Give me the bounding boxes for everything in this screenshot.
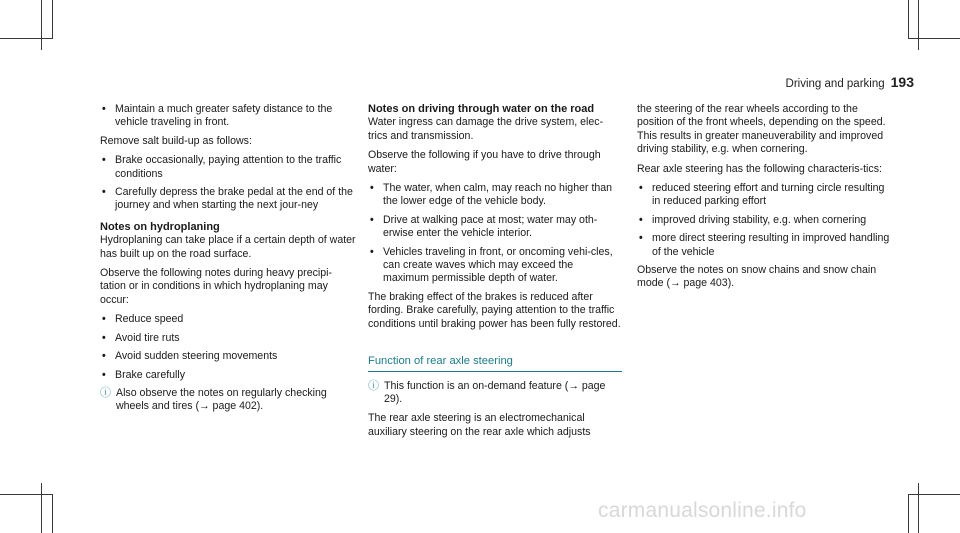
- list-item: • Brake occasionally, paying attention to the traffic conditions: [100, 154, 356, 181]
- hydroplaning-heading: Notes on hydroplaning: [100, 220, 220, 233]
- rear-axle-intro: The rear axle steering is an electromechanical auxiliary steering on the rear axle which adjusts: [368, 412, 591, 438]
- list-item: • Maintain a much greater safety distance to the vehicle traveling in front.: [100, 103, 356, 130]
- crop-mark: [52, 494, 53, 533]
- crop-mark: [908, 38, 960, 39]
- salt-intro: Remove salt build-up as follows:: [100, 134, 252, 147]
- watermark: carmanualsonline.info: [598, 499, 807, 522]
- list-item: • reduced steering effort and turning circle resulting in reduced parking effort: [637, 182, 893, 209]
- crop-mark: [918, 483, 919, 533]
- info-note-icon: ⓘ: [368, 379, 379, 392]
- braking-text: The braking effect of the brakes is reduced after fording. Brake carefully, paying attention to the traffic conditions until braking power has been fully restored.: [368, 290, 621, 330]
- list-item: • Avoid tire ruts: [100, 332, 356, 345]
- note: [368, 380, 622, 407]
- list-item: • The water, when calm, may reach no higher than the lower edge of the vehicle body.: [368, 182, 622, 209]
- column-middle: [368, 103, 622, 445]
- page-number: 193: [890, 74, 914, 90]
- snow-chains-text[interactable]: Observe the notes on snow chains and snow chain mode (→ page 403).: [637, 264, 877, 290]
- hydroplaning-observe: Observe the following notes during heavy precipi-tation or in conditions in which hydroplaning may occur:: [100, 267, 333, 306]
- list-item: • Vehicles traveling in front, or oncoming vehi-cles, can create waves which may exceed the maximum permissible depth of water.: [368, 246, 622, 286]
- list-item: • Drive at walking pace at most; water may oth-erwise enter the vehicle interior.: [368, 214, 622, 241]
- crop-mark: [41, 0, 42, 50]
- water-observe: Observe the following if you have to drive through water:: [368, 149, 601, 175]
- note-text[interactable]: This function is an on-demand feature (→ page 29).: [384, 379, 606, 405]
- crop-mark: [52, 0, 53, 39]
- info-note-icon: ⓘ: [100, 386, 111, 399]
- note-text[interactable]: Also observe the notes on regularly checking wheels and tires (→ page 402).: [116, 386, 327, 413]
- column-left: [100, 103, 356, 420]
- crop-mark: [908, 494, 960, 495]
- list-item: • more direct steering resulting in improved handling of the vehicle: [637, 232, 893, 259]
- section-heading: Function of rear axle steering: [368, 355, 622, 371]
- list-item: • Carefully depress the brake pedal at the end of the journey and when starting the next jour-ney: [100, 186, 356, 213]
- page-header: [786, 74, 914, 90]
- water-text: Water ingress can damage the drive system, elec-trics and transmission.: [368, 116, 604, 142]
- crop-mark: [41, 483, 42, 533]
- water-heading: Notes on driving through water on the road: [368, 103, 595, 115]
- crop-mark: [918, 0, 919, 50]
- list-item: • Reduce speed: [100, 313, 356, 326]
- list-item: • Brake carefully: [100, 369, 356, 382]
- note: [100, 387, 356, 414]
- crop-mark: [908, 494, 909, 533]
- column-right: [637, 103, 893, 297]
- continued-text: the steering of the rear wheels according to the position of the front wheels, depending on the speed. This results in greater maneuverability and improved driving stability, e.g. when cornering.: [637, 103, 886, 156]
- crop-mark: [0, 494, 52, 495]
- list-item: • Avoid sudden steering movements: [100, 350, 356, 363]
- hydroplaning-text: Hydroplaning can take place if a certain depth of water has built up on the road surface.: [100, 234, 356, 260]
- section-title: Driving and parking: [785, 78, 885, 90]
- crop-mark: [908, 0, 909, 39]
- list-item: • improved driving stability, e.g. when cornering: [637, 214, 893, 227]
- characteristics-intro: Rear axle steering has the following characteris-tics:: [637, 162, 882, 175]
- crop-mark: [0, 38, 52, 39]
